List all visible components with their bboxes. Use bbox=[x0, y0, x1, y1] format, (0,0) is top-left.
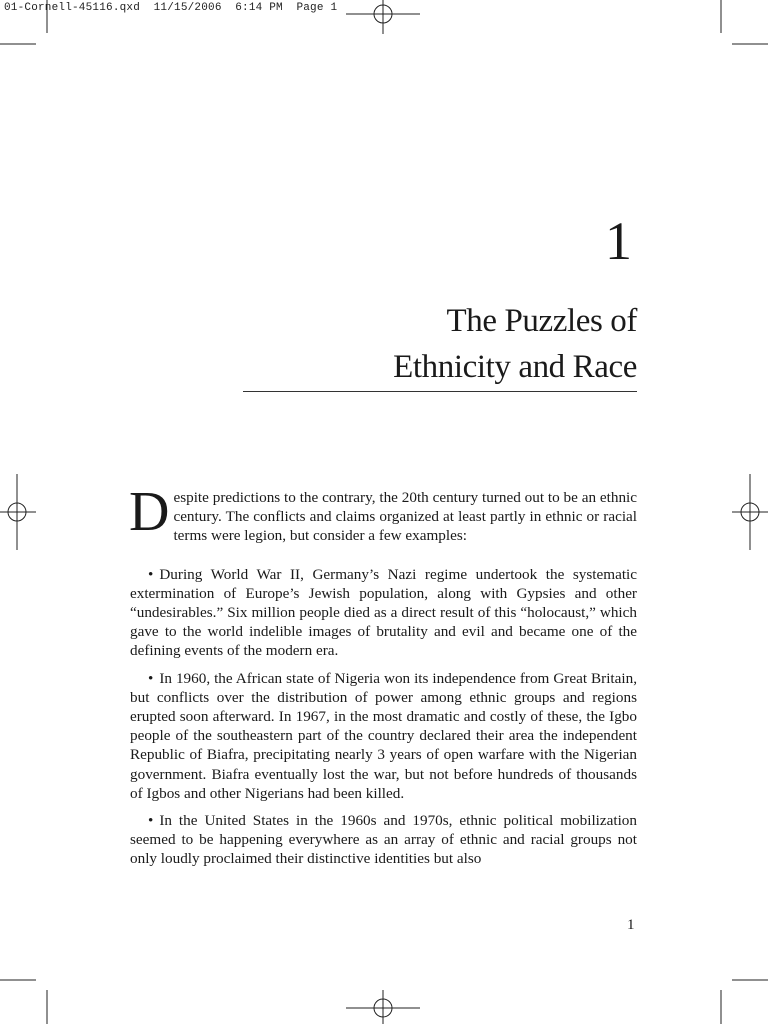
drop-cap: D bbox=[129, 481, 170, 543]
bullet-paragraph-nigeria bbox=[130, 669, 637, 803]
bullet-paragraph-ww2 bbox=[130, 565, 637, 661]
intro-paragraph bbox=[129, 481, 637, 546]
bullet-text: During World War II, Germany’s Nazi regime undertook the systematic extermination of Europe’s Jewish population, along with Gypsies and other “undesirables.” Six million people died as a direct result of this “holocaust,” which gave to the world indelible images of brutality and evil and became one of the defining events of the modern era. bbox=[130, 565, 637, 660]
page-number: 1 bbox=[627, 917, 635, 933]
title-rule bbox=[243, 391, 637, 392]
chapter-number: 1 bbox=[605, 211, 632, 271]
bullet-text: In the United States in the 1960s and 1970s, ethnic political mobilization seemed to be happening everywhere as an array of ethnic and racial groups not only loudly proclaimed their distinctive identities but also bbox=[130, 812, 637, 868]
bullet-paragraph-united-states bbox=[130, 811, 637, 869]
chapter-title bbox=[237, 298, 637, 390]
body-text bbox=[129, 481, 637, 877]
chapter-title-line-1: The Puzzles of bbox=[446, 303, 637, 339]
bullet-text: In 1960, the African state of Nigeria won its independence from Great Britain, but conflicts over the distribution of power among ethnic groups and regions erupted soon afterward. In 1967, in the most dramatic and costly of these, the Igbo people of the southeastern part of the country declared their area the independent Republic of Biafra, precipitating nearly 3 years of open warfare with the Nigerian government. Biafra eventually lost the war, but not before hundreds of thousands of Igbos and other Nigerians had been killed. bbox=[130, 669, 637, 802]
bullet-icon: • bbox=[148, 565, 154, 583]
chapter-title-line-2: Ethnicity and Race bbox=[393, 349, 637, 385]
bullet-icon: • bbox=[148, 812, 154, 830]
bullet-icon: • bbox=[148, 669, 154, 687]
print-slug-line: 01-Cornell-45116.qxd 11/15/2006 6:14 PM Page 1 bbox=[4, 2, 338, 14]
intro-text: espite predictions to the contrary, the 20th century turned out to be an ethnic century. The conflicts and claims organized at least partly in ethnic or racial terms were legion, but consider a few examples: bbox=[173, 489, 637, 545]
